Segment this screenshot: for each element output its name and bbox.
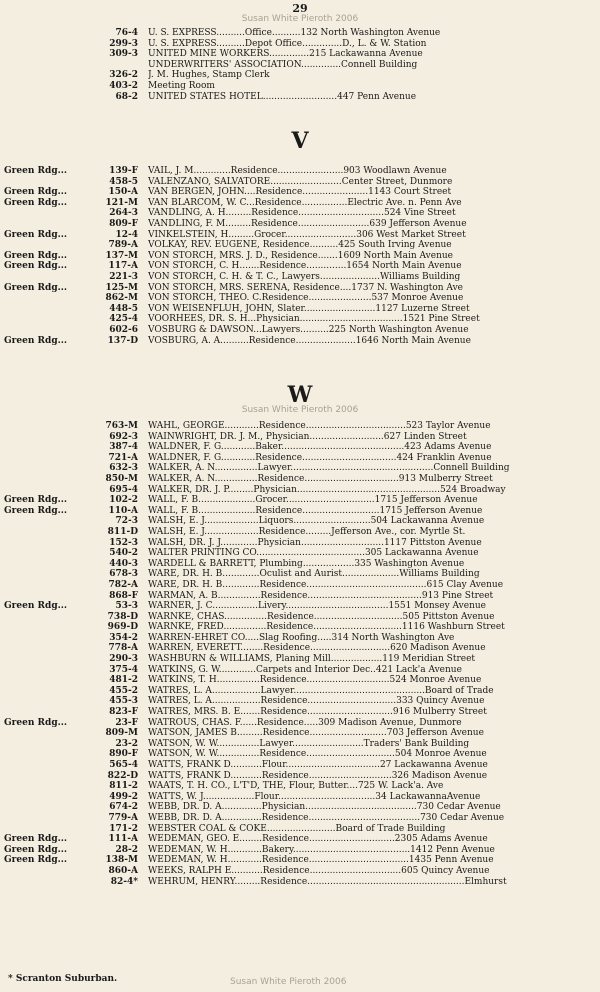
phone-number: 455-2	[109, 685, 138, 696]
exchange-prefix	[0, 293, 100, 304]
listing-entry: WARE, DR. H. B.............Residence..........................................615 Clay Avenue	[148, 579, 504, 590]
listing-entry: WAATS, T. H. CO., L'T'D, THE, Flour, Butter....725 W. Lack'a. Ave	[148, 781, 444, 792]
listing-entry: WATKINS, G. W.............Carpets and Interior Dec..421 Lack'a Avenue	[148, 664, 462, 675]
exchange-prefix	[0, 49, 100, 60]
listing-entry: WARNER, J. C................Livery....................................1551 Monsey Avenue	[148, 601, 486, 612]
exchange-prefix	[0, 432, 100, 443]
exchange-prefix	[0, 463, 100, 474]
listing-row	[0, 325, 600, 336]
phone-number: 72-3	[115, 516, 138, 527]
phone-number: 789-A	[108, 240, 138, 251]
phone-number: 811-D	[107, 526, 138, 537]
exchange-prefix: Green Rdg...	[4, 601, 68, 612]
exchange-prefix	[0, 70, 100, 81]
listing-entry: UNITED MINE WORKERS..............215 Lackawanna Avenue	[148, 49, 423, 60]
phone-number: 632-3	[109, 463, 138, 474]
phone-number: 375-4	[109, 664, 138, 675]
listing-entry: WEHRUM, HENRY.........Residence.......................................................Elmhurst	[148, 876, 507, 887]
exchange-prefix	[0, 696, 100, 707]
listing-entry: WATKINS, T. H...............Residence.............................524 Monroe Avenue	[148, 675, 482, 686]
listing-entry: WARDELL & BARRETT, Plumbing..................335 Washington Avenue	[148, 558, 465, 569]
listing-row	[0, 771, 600, 782]
phone-number: 290-3	[109, 654, 138, 665]
listing-row	[0, 739, 600, 750]
listing-row	[0, 92, 600, 103]
exchange-prefix	[0, 325, 100, 336]
phone-number: 823-F	[109, 707, 138, 718]
phone-number: 969-D	[107, 622, 138, 633]
phone-number: 778-A	[108, 643, 138, 654]
exchange-prefix	[0, 177, 100, 188]
phone-number: 458-5	[109, 176, 138, 187]
listing-row	[0, 675, 600, 686]
phone-number: 12-4	[115, 229, 138, 240]
listing-entry: U. S. EXPRESS..........Depot Office..............D., L. & W. Station	[148, 38, 427, 49]
listing-row	[0, 336, 600, 347]
exchange-prefix	[0, 474, 100, 485]
listing-entry: WATTS, FRANK D...........Residence.............................326 Madison Avenue	[148, 770, 488, 781]
exchange-prefix: Green Rdg...	[4, 282, 68, 293]
listing-entry: WARREN, EVERETT........Residence............................620 Madison Avenue	[148, 643, 486, 654]
exchange-prefix	[0, 28, 100, 39]
listing-entry: WEBB, DR. D. A..............Residence.......................................730 Cedar Avenue	[148, 812, 505, 823]
phone-number: 481-2	[109, 675, 138, 686]
listing-entry: VINKELSTEIN, H.........Grocer.........................306 West Market Street	[148, 229, 466, 240]
listing-row	[0, 538, 600, 549]
listing-entry: UNITED STATES HOTEL..........................447 Penn Avenue	[148, 91, 417, 102]
exchange-prefix	[0, 877, 100, 888]
listing-entry: WALSH, DR. J. J.............Physician.............................1117 Pittston Avenue	[148, 537, 482, 548]
exchange-prefix	[0, 802, 100, 813]
listing-entry: U. S. EXPRESS..........Office..........132 North Washington Avenue	[148, 28, 441, 38]
listing-entry: VOSBURG & DAWSON...Lawyers..........225 North Washington Avenue	[148, 324, 469, 335]
listing-entry: VON STORCH, MRS. SERENA, Residence....1737 N. Washington Ave	[148, 282, 463, 293]
phone-number: 326-2	[109, 70, 138, 81]
listing-row	[0, 877, 600, 888]
phone-number: 110-A	[108, 505, 138, 516]
listing-entry: VON WEISENFLUH, JOHN, Slater.........................1127 Luzerne Street	[148, 303, 470, 314]
phone-number: 125-M	[105, 282, 138, 293]
listing-row	[0, 198, 600, 209]
phone-number: 68-2	[115, 91, 138, 102]
phone-number: 139-F	[109, 166, 138, 176]
listing-entry: WASHBURN & WILLIAMS, Planing Mill..................119 Meridian Street	[148, 654, 476, 665]
listing-row	[0, 219, 600, 230]
phone-number: 540-2	[109, 548, 138, 559]
phone-number: 53-3	[115, 601, 138, 612]
exchange-prefix	[0, 81, 100, 92]
listing-row	[0, 802, 600, 813]
exchange-prefix: Green Rdg...	[4, 229, 68, 240]
listing-row	[0, 760, 600, 771]
exchange-prefix	[0, 527, 100, 538]
exchange-prefix	[0, 39, 100, 50]
phone-number: 822-D	[107, 770, 138, 781]
listing-row	[0, 643, 600, 654]
watermark-middle: Susan White Pieroth 2006	[241, 405, 359, 415]
listing-entry: WARNKE, FRED...............Residence...............................1116 Washburn Street	[148, 622, 505, 633]
exchange-prefix	[0, 559, 100, 570]
watermark-bottom: Susan White Pieroth 2006	[230, 977, 347, 987]
listing-row	[0, 453, 600, 464]
listing-entry: WATRES, MRS. B. E.......Residence..............................916 Mulberry Street	[148, 707, 487, 718]
listing-row	[0, 866, 600, 877]
listing-entry: WEDEMAN, W. H............Residence...................................1435 Penn Avenue	[148, 855, 494, 866]
listing-row	[0, 601, 600, 612]
listing-entry: WALKER, DR. J. P.........Physician..................................................524 Broadway	[148, 484, 506, 495]
listing-row	[0, 251, 600, 262]
listing-entry: WARMAN, A. B...............Residence........................................913 Pine Street	[148, 590, 494, 601]
exchange-prefix	[0, 580, 100, 591]
listing-entry: WALDNER, F. G............Residence.................................424 Franklin Avenue	[148, 452, 492, 463]
phone-number: 117-A	[108, 261, 138, 272]
listing-entry: WATTS, W. J..................Flour..................................34 LackawannaAvenue	[148, 791, 481, 802]
exchange-prefix	[0, 866, 100, 877]
phone-number: 23-F	[115, 717, 138, 728]
listing-entry: WALTER PRINTING CO......................................305 Lackawanna Avenue	[148, 548, 479, 559]
exchange-prefix	[0, 569, 100, 580]
phone-number	[100, 60, 138, 71]
exchange-prefix	[0, 771, 100, 782]
phone-number: 221-3	[109, 271, 138, 282]
listing-entry: WAHL, GEORGE............Residence...................................523 Taylor Avenue	[148, 421, 491, 431]
listing-row	[0, 28, 600, 39]
listing-entry: WEDEMAN, W. H............Bakery.........................................1412 Penn Avenue	[148, 844, 495, 855]
page-number: 29	[292, 2, 308, 15]
listing-entry: WATTS, FRANK D...........Flour.................................27 Lackawanna Avenue	[148, 760, 488, 770]
listing-row	[0, 230, 600, 241]
phone-number: 868-F	[109, 590, 138, 601]
listing-row	[0, 463, 600, 474]
listing-row	[0, 240, 600, 251]
listing-row	[0, 718, 600, 729]
phone-number: 387-4	[109, 442, 138, 453]
listing-row	[0, 495, 600, 506]
exchange-prefix: Green Rdg...	[4, 495, 68, 506]
phone-number: 354-2	[109, 632, 138, 643]
phone-number: 860-A	[108, 865, 138, 876]
phone-number: 121-M	[105, 197, 138, 208]
exchange-prefix: Green Rdg...	[4, 197, 68, 208]
listing-entry: VOORHEES, DR. S. H...Physician....................................1521 Pine Street	[148, 314, 480, 325]
phone-number: 102-2	[109, 495, 138, 506]
listing-row	[0, 855, 600, 866]
exchange-prefix	[0, 813, 100, 824]
exchange-prefix: Green Rdg...	[4, 335, 68, 346]
listing-entry: WALL, F. B....................Residence...........................1715 Jefferson Avenue	[148, 505, 483, 516]
exchange-prefix	[0, 272, 100, 283]
phone-number: 850-M	[105, 473, 138, 484]
listing-row	[0, 506, 600, 517]
listing-entry: WARE, DR. H. B.............Oculist and Aurist....................Williams Building	[148, 569, 480, 580]
listing-entry: VON STORCH, C. H. & T. C., Lawyers.....................Williams Building	[148, 271, 461, 282]
phone-number: 137-M	[105, 250, 138, 261]
listing-row	[0, 824, 600, 835]
exchange-prefix	[0, 314, 100, 325]
listing-row	[0, 749, 600, 760]
listing-entry: Meeting Room	[148, 80, 215, 91]
phone-number: 137-D	[107, 335, 138, 346]
phone-number: 809-F	[109, 218, 138, 229]
exchange-prefix	[0, 453, 100, 464]
phone-number: 455-3	[109, 696, 138, 707]
listing-entry: WARREN-EHRET CO.....Slag Roofing.....314 North Washington Ave	[148, 632, 455, 643]
phone-number: 565-4	[109, 760, 138, 770]
listing-entry: VALENZANO, SALVATORE.........................Center Street, Dunmore	[148, 176, 453, 187]
phone-number: 264-3	[109, 208, 138, 219]
listing-entry: WAINWRIGHT, DR. J. M., Physician..........................627 Linden Street	[148, 431, 467, 442]
listing-row	[0, 686, 600, 697]
section-letter-w: W	[287, 382, 313, 408]
exchange-prefix	[0, 665, 100, 676]
phone-number: 809-M	[105, 728, 138, 739]
listing-row	[0, 314, 600, 325]
phone-number: 82-4*	[110, 876, 138, 887]
exchange-prefix	[0, 728, 100, 739]
listing-entry: WATRES, L. A.................Residence...............................333 Quincy Avenue	[148, 696, 485, 707]
section-w-listings	[0, 421, 600, 887]
exchange-prefix	[0, 749, 100, 760]
listing-entry: WATRES, L. A.................Lawyer..............................................Board of Trade	[148, 685, 494, 696]
listing-entry: VAN BLARCOM, W. C...Residence................Electric Ave. n. Penn Ave	[148, 197, 462, 208]
watermark-top: Susan White Pieroth 2006	[241, 14, 359, 24]
listing-row	[0, 612, 600, 623]
listing-row	[0, 49, 600, 60]
listing-row	[0, 813, 600, 824]
exchange-prefix	[0, 824, 100, 835]
exchange-prefix: Green Rdg...	[4, 187, 68, 198]
exchange-prefix	[0, 442, 100, 453]
listing-row	[0, 633, 600, 644]
phone-number: 695-4	[109, 484, 138, 495]
phone-number: 499-2	[109, 791, 138, 802]
listing-row	[0, 304, 600, 315]
exchange-prefix	[0, 781, 100, 792]
phone-number: 779-A	[108, 812, 138, 823]
listing-row	[0, 261, 600, 272]
listing-row	[0, 293, 600, 304]
listing-row	[0, 781, 600, 792]
exchange-prefix: Green Rdg...	[4, 834, 68, 845]
listing-row	[0, 81, 600, 92]
listing-entry: WALDNER, F. G............Baker...........................................423 Adams Avenue	[148, 442, 492, 453]
phone-number: 448-5	[109, 303, 138, 314]
listing-entry: WEEKS, RALPH E...........Residence................................605 Quincy Avenue	[148, 865, 490, 876]
exchange-prefix	[0, 208, 100, 219]
listing-entry: VOLKAY, REV. EUGENE, Residence..........425 South Irving Avenue	[148, 240, 452, 251]
listing-entry: VOSBURG, A. A..........Residence.....................1646 North Main Avenue	[148, 335, 471, 346]
listing-row	[0, 516, 600, 527]
exchange-prefix	[0, 654, 100, 665]
listing-row	[0, 569, 600, 580]
listing-row	[0, 177, 600, 188]
phone-number: 721-A	[108, 452, 138, 463]
exchange-prefix	[0, 633, 100, 644]
listing-row	[0, 474, 600, 485]
exchange-prefix: Green Rdg...	[4, 505, 68, 516]
exchange-prefix	[0, 591, 100, 602]
listing-entry: WEBSTER COAL & COKE........................Board of Trade Building	[148, 823, 446, 834]
listing-entry: VAIL, J. M.............Residence.......................903 Woodlawn Avenue	[148, 166, 447, 176]
exchange-prefix	[0, 421, 100, 432]
exchange-prefix	[0, 548, 100, 559]
phone-number: 678-3	[109, 569, 138, 580]
phone-number: 152-3	[109, 537, 138, 548]
listing-row	[0, 421, 600, 432]
listing-row	[0, 70, 600, 81]
listing-entry: WEDEMAN, GEO. E........Residence..............................2305 Adams Avenue	[148, 834, 488, 845]
exchange-prefix	[0, 304, 100, 315]
listing-entry: VAN BERGEN, JOHN....Residence.......................1143 Court Street	[148, 187, 452, 198]
listing-row	[0, 485, 600, 496]
exchange-prefix	[0, 760, 100, 771]
listing-row	[0, 654, 600, 665]
exchange-prefix	[0, 792, 100, 803]
exchange-prefix	[0, 516, 100, 527]
phone-number: 403-2	[109, 80, 138, 91]
section-v-listings	[0, 166, 600, 346]
listing-row	[0, 432, 600, 443]
listing-entry: VANDLING, A. H.........Residence..............................524 Vine Street	[148, 208, 456, 219]
listing-entry: WATSON, JAMES B.........Residence...........................703 Jefferson Avenue	[148, 728, 484, 739]
listing-entry: VON STORCH, MRS. J. D., Residence.......1609 North Main Avenue	[148, 250, 453, 261]
phone-number: 811-2	[109, 781, 138, 792]
exchange-prefix: Green Rdg...	[4, 844, 68, 855]
listing-row	[0, 792, 600, 803]
listing-row	[0, 39, 600, 50]
phone-number: 440-3	[109, 558, 138, 569]
listing-row	[0, 665, 600, 676]
listing-entry: WEBB, DR. D. A..............Physician.......................................730 Cedar Avenue	[148, 802, 501, 813]
section-u-listings	[0, 28, 600, 102]
phone-number: 425-4	[109, 314, 138, 325]
listing-row	[0, 60, 600, 71]
phone-number: 862-M	[105, 293, 138, 304]
listing-entry: WALL, F. B....................Grocer...............................1715 Jefferson Avenue	[148, 495, 478, 506]
listing-entry: WALSH, E. J...................Residence.........Jefferson Ave., cor. Myrtle St.	[148, 526, 466, 537]
section-letter-v: V	[291, 128, 309, 154]
phone-number: 150-A	[108, 187, 138, 198]
exchange-prefix	[0, 485, 100, 496]
listing-row	[0, 728, 600, 739]
exchange-prefix	[0, 219, 100, 230]
listing-row	[0, 559, 600, 570]
listing-row	[0, 591, 600, 602]
footnote: * Scranton Suburban.	[8, 974, 118, 984]
phone-number: 674-2	[109, 802, 138, 813]
exchange-prefix: Green Rdg...	[4, 717, 68, 728]
phone-number: 138-M	[105, 855, 138, 866]
listing-entry: UNDERWRITERS' ASSOCIATION..............Connell Building	[148, 59, 418, 70]
exchange-prefix	[0, 686, 100, 697]
exchange-prefix	[0, 643, 100, 654]
exchange-prefix	[0, 739, 100, 750]
listing-entry: VON STORCH, C. H.......Residence..............1654 North Main Avenue	[148, 261, 462, 272]
exchange-prefix	[0, 675, 100, 686]
phone-number: 763-M	[105, 421, 138, 431]
listing-entry: WARNKE, CHAS...............Residence...............................505 Pittston Avenue	[148, 611, 495, 622]
phone-number: 692-3	[109, 431, 138, 442]
listing-entry: WALKER, A. N...............Lawyer..................................................Connell Building	[148, 463, 510, 474]
listing-row	[0, 442, 600, 453]
phone-number: 299-3	[109, 38, 138, 49]
listing-entry: WATROUS, CHAS. F......Residence.....309 Madison Avenue, Dunmore	[148, 717, 462, 728]
phone-number: 738-D	[107, 611, 138, 622]
listing-row	[0, 845, 600, 856]
exchange-prefix	[0, 240, 100, 251]
exchange-prefix	[0, 707, 100, 718]
phone-number: 28-2	[115, 844, 138, 855]
listing-entry: WATSON, W. W...............Lawyer.........................Traders' Bank Building	[148, 738, 470, 749]
exchange-prefix	[0, 92, 100, 103]
exchange-prefix: Green Rdg...	[4, 855, 68, 866]
listing-row	[0, 707, 600, 718]
phone-number: 23-2	[115, 738, 138, 749]
exchange-prefix	[0, 60, 100, 71]
listing-row	[0, 283, 600, 294]
phone-number: 309-3	[109, 49, 138, 60]
listing-row	[0, 580, 600, 591]
phone-number: 76-4	[115, 28, 138, 38]
listing-entry: VANDLING, F. M.........Residence.........................639 Jefferson Avenue	[148, 218, 467, 229]
listing-row	[0, 548, 600, 559]
listing-entry: WATSON, W. W...............Residence...............................504 Monroe Avenue	[148, 749, 487, 760]
exchange-prefix	[0, 538, 100, 549]
phone-number: 602-6	[109, 324, 138, 335]
exchange-prefix	[0, 622, 100, 633]
phone-number: 111-A	[108, 834, 138, 845]
listing-row	[0, 696, 600, 707]
listing-entry: WALSH, E. J...................Liquors...........................504 Lackawanna Avenue	[148, 516, 485, 527]
phone-number: 171-2	[109, 823, 138, 834]
listing-row	[0, 166, 600, 177]
listing-row	[0, 187, 600, 198]
exchange-prefix: Green Rdg...	[4, 261, 68, 272]
exchange-prefix	[0, 612, 100, 623]
listing-row	[0, 527, 600, 538]
listing-entry: VON STORCH, THEO. C.Residence......................537 Monroe Avenue	[148, 293, 464, 304]
listing-entry: WALKER, A. N...............Residence.................................913 Mulberry Street	[148, 473, 493, 484]
exchange-prefix: Green Rdg...	[4, 250, 68, 261]
listing-entry: J. M. Hughes, Stamp Clerk	[148, 70, 270, 81]
listing-row	[0, 272, 600, 283]
listing-row	[0, 208, 600, 219]
listing-row	[0, 834, 600, 845]
exchange-prefix: Green Rdg...	[4, 166, 68, 176]
phone-number: 782-A	[108, 579, 138, 590]
phone-number: 890-F	[109, 749, 138, 760]
listing-row	[0, 622, 600, 633]
